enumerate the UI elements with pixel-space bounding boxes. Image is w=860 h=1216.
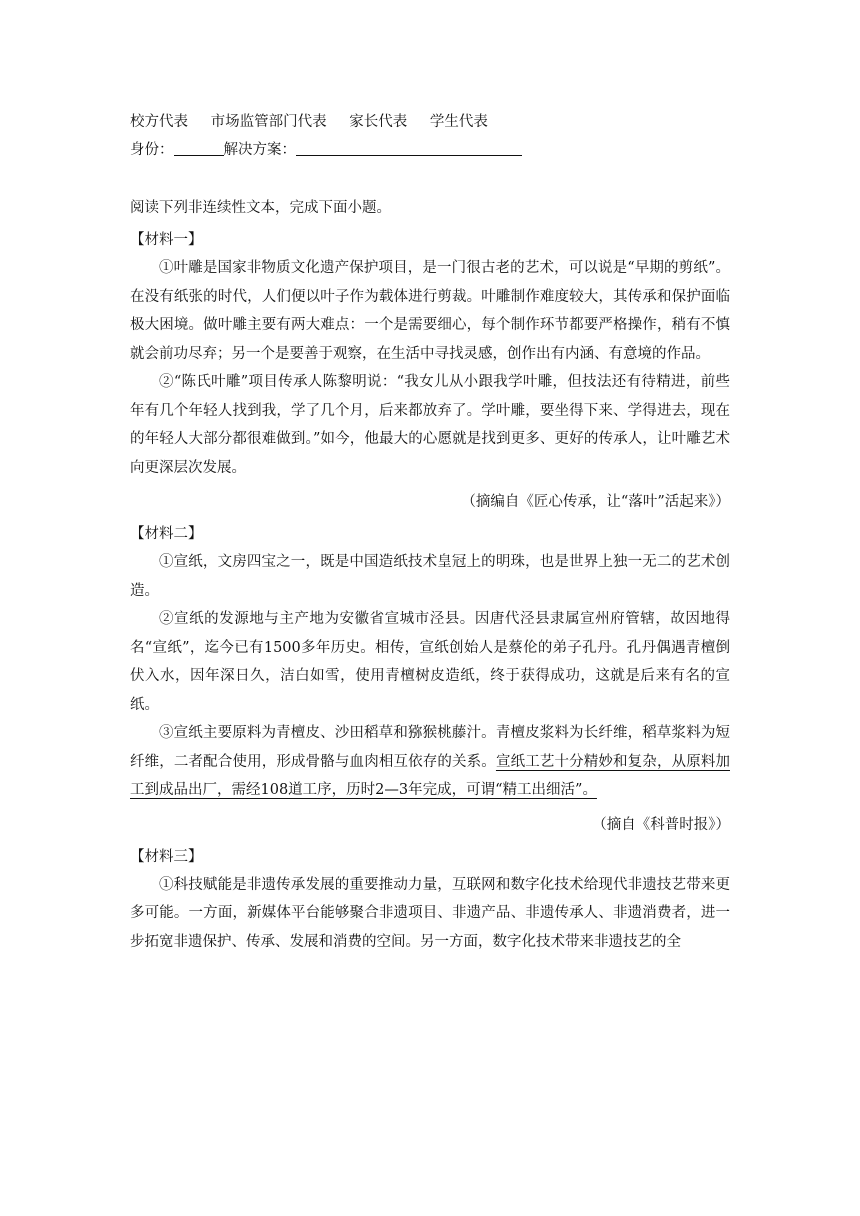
material2-paragraph-1: ①宣纸，文房四宝之一，既是中国造纸技术皇冠上的明珠，也是世界上独一无二的艺术创造。 bbox=[130, 554, 730, 599]
material2-paragraph-3 bbox=[130, 719, 730, 805]
role-option: 市场监管部门代表 bbox=[210, 114, 327, 130]
solution-label: 解决方案： bbox=[223, 142, 296, 158]
identity-blank[interactable] bbox=[174, 141, 224, 156]
answer-line bbox=[130, 136, 730, 164]
material1-heading: 【材料一】 bbox=[130, 232, 203, 248]
solution-blank[interactable] bbox=[296, 141, 522, 156]
role-option: 学生代表 bbox=[429, 114, 488, 130]
material3-paragraph-1: ①科技赋能是非遗传承发展的重要推动力量，互联网和数字化技术给现代非遗技艺带来更多可能。一方面，新媒体平台能够聚合非遗项目、非遗产品、非遗传承人、非遗消费者，进一步拓宽非遗保护、传承、发展和消费的空间。另一方面，数字化技术带来非遗技艺的全 bbox=[130, 876, 730, 950]
material2-paragraph-3-text: ③宣纸主要原料为青檀皮、沙田稻草和猕猴桃藤汁。青檀皮浆料为长纤维，稻草浆料为短纤维，二者配合使用，形成骨骼与血肉相互依存的关系。 bbox=[130, 725, 730, 770]
material3-heading: 【材料三】 bbox=[130, 848, 203, 865]
role-option: 校方代表 bbox=[130, 114, 188, 130]
material1-paragraph-2: ②“陈氏叶雕”项目传承人陈黎明说：“我女儿从小跟我学叶雕，但技法还有待精进，前些年有几个年轻人找到我，学了几个月，后来都放弃了。学叶雕，要坐得下来、学得进去，现在的年轻人大部分都很难做到。”如今，他最大的心愿就是找到更多、更好的传承人，让叶雕艺术向更深层次发展。 bbox=[130, 374, 730, 476]
role-option: 家长代表 bbox=[349, 114, 408, 130]
identity-label: 身份： bbox=[130, 142, 174, 158]
role-options bbox=[130, 108, 730, 136]
document-content bbox=[130, 108, 730, 956]
material2-paragraph-2: ②宣纸的发源地与主产地为安徽省宣城市泾县。因唐代泾县隶属宣州府管辖，故因地得名“宣纸”，迄今已有1500多年历史。相传，宣纸创始人是蔡伦的弟子孔丹。孔丹偶遇青檀倒伏入水，因年深日久，洁白如雪，使用青檀树皮造纸，终于获得成功，这就是后来有名的宣纸。 bbox=[130, 611, 730, 713]
material1-source: （摘编自《匠心传承，让“落叶”活起来》） bbox=[461, 494, 730, 510]
material2-heading: 【材料二】 bbox=[130, 526, 203, 542]
material1-paragraph-1: ①叶雕是国家非物质文化遗产保护项目，是一门很古老的艺术，可以说是“早期的剪纸”。在没有纸张的时代，人们便以叶子作为载体进行剪裁。叶雕制作难度较大，其传承和保护面临极大困境。做叶雕主要有两大难点：一个是需要细心，每个制作环节都要严格操作，稍有不慎就会前功尽弃；另一个是要善于观察，在生活中寻找灵感，创作出有内涵、有意境的作品。 bbox=[130, 260, 730, 362]
underlined-sentence: 宣纸工艺十分精妙和复杂，从原料加工到成品出厂，需经108道工序，历时2—3年完成，可谓“精工出细活”。 bbox=[130, 753, 730, 798]
material2-source: （摘自《科普时报》） bbox=[592, 816, 730, 833]
instruction: 阅读下列非连续性文本，完成下面小题。 bbox=[130, 200, 391, 216]
